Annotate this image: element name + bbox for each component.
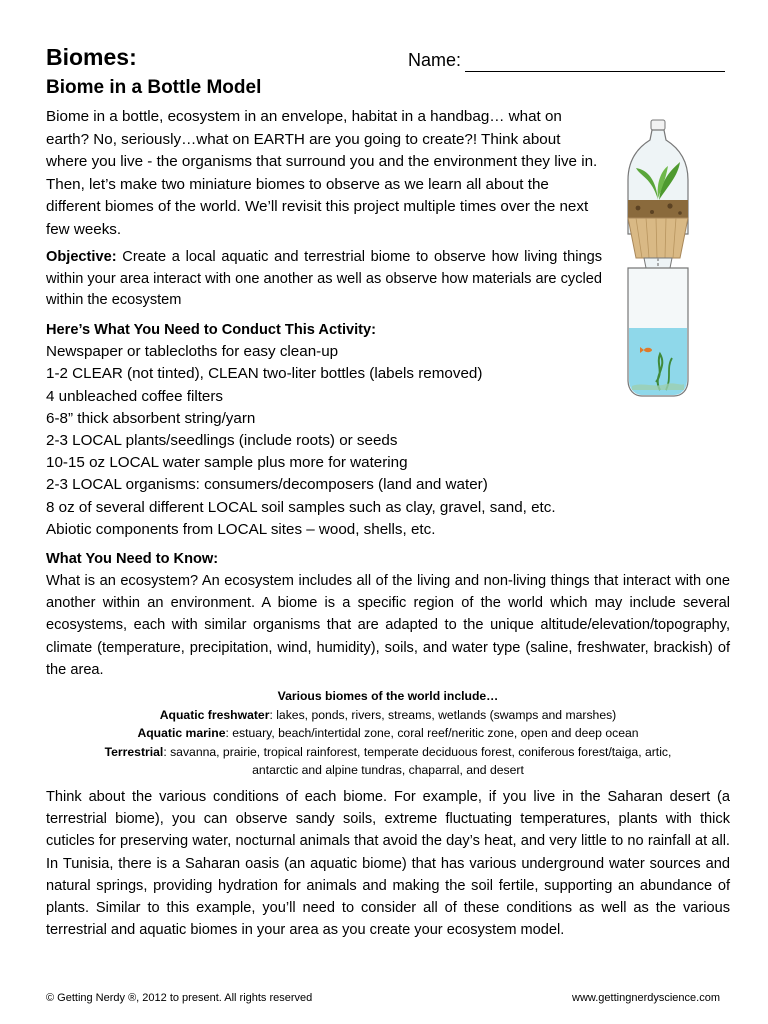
know-heading: What You Need to Know: bbox=[46, 550, 219, 567]
biome-marine bbox=[46, 724, 730, 743]
copyright-text: © Getting Nerdy ®, 2012 to present. All rights reserved bbox=[46, 992, 313, 1004]
name-blank-line[interactable] bbox=[465, 53, 725, 72]
terrestrial-label: Terrestrial bbox=[104, 744, 164, 759]
materials-heading: Here’s What You Need to Conduct This Activity: bbox=[46, 322, 377, 339]
list-item: 8 oz of several different LOCAL soil samples such as clay, gravel, sand, etc. bbox=[46, 498, 556, 516]
title-row bbox=[46, 42, 730, 76]
soil-pebble bbox=[667, 203, 672, 208]
page-footer bbox=[46, 991, 730, 1005]
list-item: 1-2 CLEAR (not tinted), CLEAN two-liter bottles (labels removed) bbox=[46, 365, 483, 383]
list-item: 2-3 LOCAL organisms: consumers/decomposers (land and water) bbox=[46, 476, 488, 494]
intro-paragraph: Biome in a bottle, ecosystem in an envelope, habitat in a handbag… what on earth? No, seriously…what on EARTH are you going to create?! Think about where you live - the organisms that surround you and the environment they live in. Then, let’s make two miniature biomes to observe as we learn all about the different biomes of the world. We’ll revisit this project multiple times over the next few weeks. bbox=[46, 108, 598, 238]
know-paragraph: What is an ecosystem? An ecosystem includes all of the living and non-living things that interact with one another within an environment. A biome is a specific region of the world which may include several ecosystems, each with similar organisms that are adapted to the unique altitude/elevation/topography, climate (temperature, precipitation, wind, humidity), soils, and water type (saline, freshwater, brackish) of the area. bbox=[46, 572, 730, 678]
marine-text: : estuary, beach/intertidal zone, coral reef/neritic zone, open and deep ocean bbox=[225, 726, 639, 741]
objective-label: Objective: bbox=[46, 249, 117, 265]
freshwater-label: Aquatic freshwater bbox=[159, 707, 270, 722]
biome-terrestrial bbox=[46, 743, 730, 762]
list-item: 10-15 oz LOCAL water sample plus more for watering bbox=[46, 454, 408, 472]
marine-label: Aquatic marine bbox=[137, 726, 226, 741]
biomes-list bbox=[46, 687, 730, 780]
objective-text: Create a local aquatic and terrestrial biome to observe how living things within your area interact with one another as well as observe how materials are cycled within the ecosystem bbox=[46, 249, 602, 309]
objective-paragraph bbox=[46, 247, 602, 312]
name-field bbox=[408, 48, 725, 72]
list-item: Newspaper or tablecloths for easy clean-up bbox=[46, 343, 339, 361]
list-item: 2-3 LOCAL plants/seedlings (include roots) or seeds bbox=[46, 431, 398, 449]
bottle-illustration bbox=[622, 118, 694, 400]
page-subtitle: Biome in a Bottle Model bbox=[46, 77, 262, 98]
website-link[interactable]: www.gettingnerdyscience.com bbox=[572, 992, 720, 1004]
biomes-heading: Various biomes of the world include… bbox=[277, 688, 499, 703]
list-item: 4 unbleached coffee filters bbox=[46, 387, 224, 405]
freshwater-text: : lakes, ponds, rivers, streams, wetlands (swamps and marshes) bbox=[269, 707, 617, 722]
page-title: Biomes: bbox=[46, 44, 137, 70]
list-item: 6-8” thick absorbent string/yarn bbox=[46, 409, 256, 427]
soil-pebble bbox=[636, 206, 641, 211]
soil-pebble bbox=[678, 211, 682, 215]
terrestrial-text: : savanna, prairie, tropical rainforest, temperate deciduous forest, coniferous forest/taiga, artic, bbox=[163, 744, 672, 759]
name-label: Name: bbox=[408, 50, 462, 70]
soil-pebble bbox=[650, 210, 654, 214]
terrestrial-text-continued: antarctic and alpine tundras, chaparral, and desert bbox=[252, 763, 524, 778]
biome-freshwater bbox=[46, 706, 730, 725]
bottle-cap bbox=[651, 120, 665, 130]
fish-icon bbox=[644, 348, 652, 352]
list-item: Abiotic components from LOCAL sites – wood, shells, etc. bbox=[46, 520, 436, 538]
closing-paragraph: Think about the various conditions of each biome. For example, if you live in the Saharan desert (a terrestrial biome), you can observe sandy soils, extreme fluctuating temperatures, plants with thick cuticles for preserving water, nocturnal animals that avoid the day’s heat, and very little to no rainfall at all. In Tunisia, there is a Saharan oasis (an aquatic biome) that has various underground water sources and natural springs, providing hydration for animals and making the soil fertile, supporting an abundance of plants. Similar to this example, you’ll need to consider all of these conditions as well as the various terrestrial and aquatic biomes in your area as you create your ecosystem model. bbox=[46, 788, 730, 939]
